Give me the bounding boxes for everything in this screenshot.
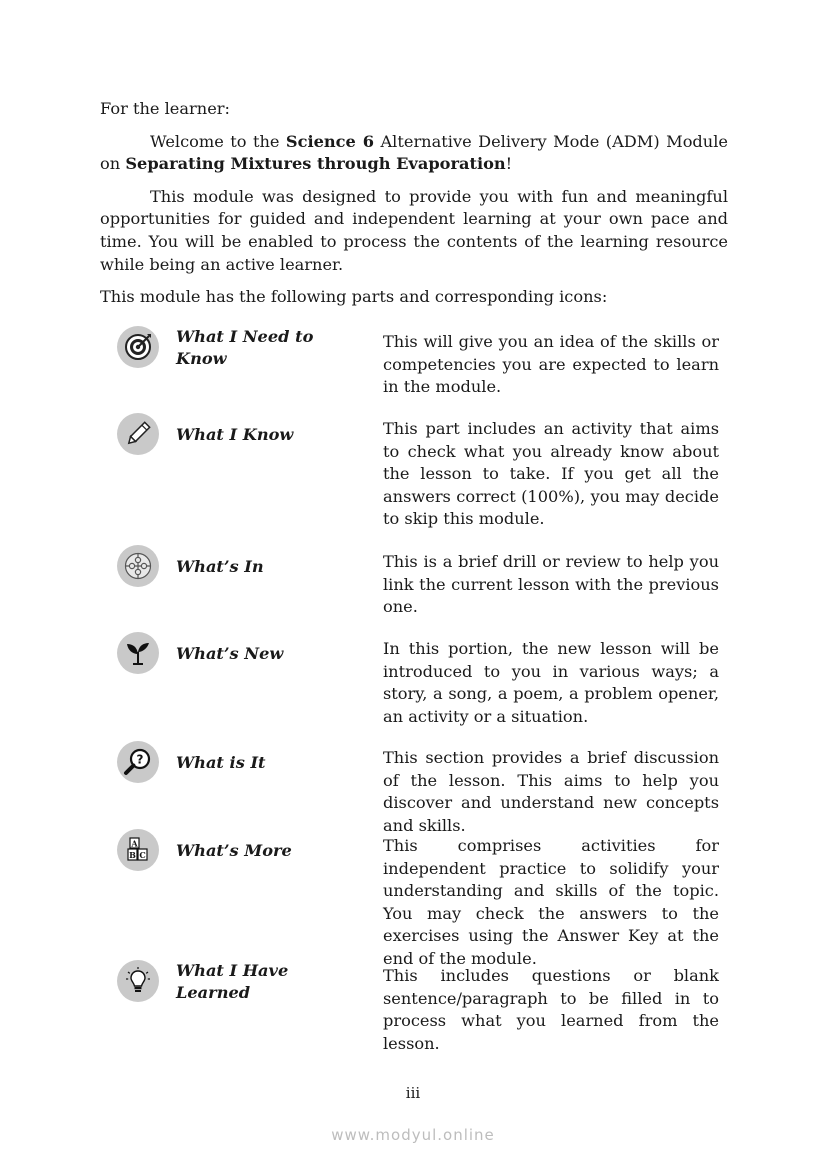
module-title: Separating Mixtures through Evaporation <box>125 154 506 174</box>
module-purpose-paragraph: This module was designed to provide you with fun and meaningful opportunities for guided and independent learning at your own pace and time. You will be enabled to process the contents of the learning resource while being an active learner. <box>100 186 728 274</box>
abc-blocks-icon <box>117 829 159 871</box>
part-label: What is It <box>176 753 266 772</box>
page-number: iii <box>405 1084 421 1102</box>
part-description: This section provides a brief discussion of the lesson. This aims to help you discover and understand new concepts and skills. <box>383 748 719 835</box>
seedling-icon <box>117 632 159 674</box>
puzzle-icon <box>117 545 159 587</box>
part-label: What I Have Learned <box>176 961 289 1002</box>
part-label: What I Need to Know <box>176 327 314 368</box>
part-description: This comprises activities for independent practice to solidify your understanding and skills of the topic. You may check the answers to the exercises using the Answer Key at the end of the module. <box>383 836 719 968</box>
part-label: What I Know <box>176 425 294 444</box>
part-description: This will give you an idea of the skills or competencies you are expected to learn in the module. <box>383 332 719 397</box>
part-label: What’s More <box>176 841 292 860</box>
target-icon <box>117 326 159 368</box>
svg-text:C: C <box>139 850 146 860</box>
subject-name: Science 6 <box>285 131 375 151</box>
magnifier-question-icon <box>117 741 159 783</box>
part-description: This includes questions or blank sentence/paragraph to be filled in to process what you learned from the lesson. <box>383 966 719 1053</box>
part-description: This part includes an activity that aims to check what you already know about the lesson to take. If you get all the answers correct (100%), you may decide to skip this module. <box>383 419 719 529</box>
part-label: What’s In <box>176 557 264 576</box>
lightbulb-icon <box>117 960 159 1002</box>
pencil-icon <box>117 413 159 455</box>
watermark: www.modyul.online <box>331 1126 495 1144</box>
svg-text:B: B <box>129 850 136 860</box>
parts-intro: This module has the following parts and corresponding icons: <box>100 287 608 307</box>
welcome-paragraph <box>100 131 728 176</box>
svg-text:?: ? <box>136 752 144 767</box>
greeting: For the learner: <box>100 99 230 118</box>
welcome-suffix: ! <box>505 154 513 174</box>
part-description: In this portion, the new lesson will be introduced to you in various ways; a story, a song, a poem, a problem opener, an activity or a situation. <box>383 639 719 726</box>
svg-text:A: A <box>131 838 138 849</box>
part-label: What’s New <box>176 644 284 663</box>
welcome-prefix: Welcome to the <box>150 131 286 151</box>
part-description: This is a brief drill or review to help you link the current lesson with the previous one. <box>383 552 719 617</box>
module-introduction <box>100 98 728 317</box>
welcome-middle: Alternative Delivery Mode (ADM) Module on <box>100 131 728 174</box>
